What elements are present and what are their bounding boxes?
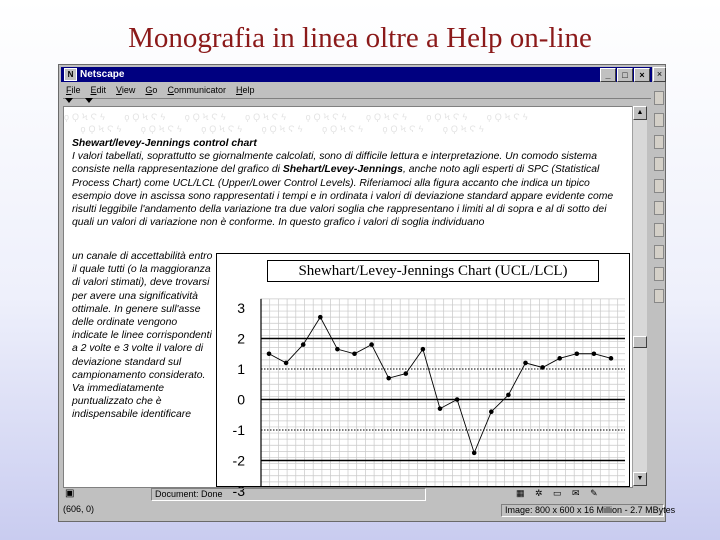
scroll-down-button[interactable]: ▼	[633, 472, 647, 486]
data-point	[455, 397, 460, 402]
data-point	[267, 351, 272, 356]
security-lock-icon[interactable]: ▣	[65, 488, 75, 499]
data-point	[540, 365, 545, 370]
image-info: Image: 800 x 600 x 16 Million - 2.7 MBytes	[501, 504, 664, 517]
side-paragraph: un canale di accettabilità entro il quale tutti (o la maggioranza di valori stimati), deve trovarsi per avere una significatività ottimale. In genere sull'asse delle ordinate vengono indicate le linee corrispondenti a 2 volte e 3 volte il valore di deviazione standard sul campionamento considerato. Va immediatamente puntualizzato che è indispensabile identificare	[72, 251, 213, 421]
data-point	[575, 351, 580, 356]
outer-close-icon[interactable]: ×	[653, 67, 666, 82]
toolbar-collapse-strip[interactable]	[63, 98, 651, 105]
menu-bar	[61, 83, 652, 97]
cursor-coordinates: (606, 0)	[63, 504, 95, 514]
component-bar-icons[interactable]: ▦ ✲ ▭ ✉ ✎	[516, 488, 602, 498]
paragraph-part-2: , anche noto agli esperti di SPC (Statistical Process Chart) come UCL/LCL (Upper/Lower Control Levels). Riferiamoci alla figura accanto che indica un tipico esempio dove in ascissa sono rappresentati i tempi e in ordinata i valori di deviazione standard appare evidente come risulti leggibile l'andamento della variazione tra due valori soglia che rappresentano i limiti al di sopra e al di sotto dei quali un valori di variazione non è conforme. In questo grafico i valori di soglia individuano	[72, 164, 614, 229]
image-info-bar	[61, 504, 676, 517]
data-point	[352, 351, 357, 356]
document-heading: Shewart/levey-Jennings control chart	[72, 138, 257, 149]
close-button[interactable]: ×	[634, 68, 650, 82]
menu-edit[interactable]: Edit	[90, 85, 107, 95]
paragraph-part-1: I valori tabellati, soprattutto se giornalmente calcolati, sono di difficile lettura e interpretazione. Un comodo sistema consiste nella rappresentazione del grafico di	[72, 151, 597, 176]
menu-communicator[interactable]: Communicator	[167, 85, 226, 95]
y-tick-label: 1	[237, 361, 245, 377]
netscape-logo-icon: N	[64, 68, 77, 81]
y-tick-label: 3	[237, 300, 245, 316]
data-point	[404, 371, 409, 376]
chart-title: Shewhart/Levey-Jennings Chart (UCL/LCL)	[267, 260, 599, 282]
collapse-arrow-icon[interactable]	[85, 98, 93, 103]
outer-scroll-rail	[652, 83, 664, 503]
vertical-scrollbar[interactable]	[632, 106, 647, 486]
netscape-window	[58, 64, 676, 522]
data-point	[489, 409, 494, 414]
data-point	[318, 315, 323, 320]
data-point	[592, 351, 597, 356]
data-point	[557, 356, 562, 361]
data-point	[438, 406, 443, 411]
window-title: Netscape	[80, 69, 125, 80]
data-point	[335, 347, 340, 352]
data-point	[523, 361, 528, 366]
document-body	[72, 137, 628, 229]
scroll-up-button[interactable]: ▲	[633, 106, 647, 120]
maximize-button[interactable]: □	[617, 68, 633, 82]
data-point	[421, 347, 426, 352]
series-line	[269, 317, 611, 453]
slide-title: Monografia in linea oltre a Help on-line	[128, 22, 592, 54]
paragraph-bold-term: Shehart/Levey-Jennings	[282, 164, 403, 176]
data-point	[472, 451, 477, 456]
y-tick-label: -2	[232, 452, 245, 469]
data-point	[609, 356, 614, 361]
title-bar[interactable]	[61, 67, 652, 82]
menu-view[interactable]: View	[116, 85, 136, 95]
menu-file[interactable]: File	[66, 85, 81, 95]
collapse-arrow-icon[interactable]	[65, 98, 73, 103]
status-bar	[61, 488, 651, 501]
status-document: Document: Done	[151, 488, 426, 501]
y-tick-label: -1	[232, 422, 245, 438]
chart-container	[216, 253, 630, 499]
scroll-thumb[interactable]	[633, 336, 647, 348]
minimize-button[interactable]: _	[600, 68, 616, 82]
data-point	[369, 342, 374, 347]
y-tick-label: -3	[232, 483, 245, 499]
control-chart	[217, 254, 629, 499]
y-tick-label: 0	[237, 391, 245, 408]
menu-help[interactable]: Help	[235, 85, 255, 95]
data-point	[284, 361, 289, 366]
data-point	[386, 376, 391, 381]
background-watermark: ϙϘϞϚϟ ϙϘϞϚϟ ϙϘϞϚϟ ϙϘϞϚϟ ϙϘϞϚϟ ϙϘϞϚϟ ϙϘϞϚϟ ϙϘϞϚϟ ϙϘϞϚϟ ϙϘϞϚϟ ϙϘϞϚϟ ϙϘϞϚϟ ϙϘϞϚϟ ϙϘϞϚϟ ϙϘϞϚϟ	[64, 112, 531, 134]
data-point	[506, 393, 511, 398]
y-tick-label: 2	[237, 330, 245, 347]
data-point	[301, 342, 306, 347]
menu-go[interactable]: Go	[145, 85, 158, 95]
